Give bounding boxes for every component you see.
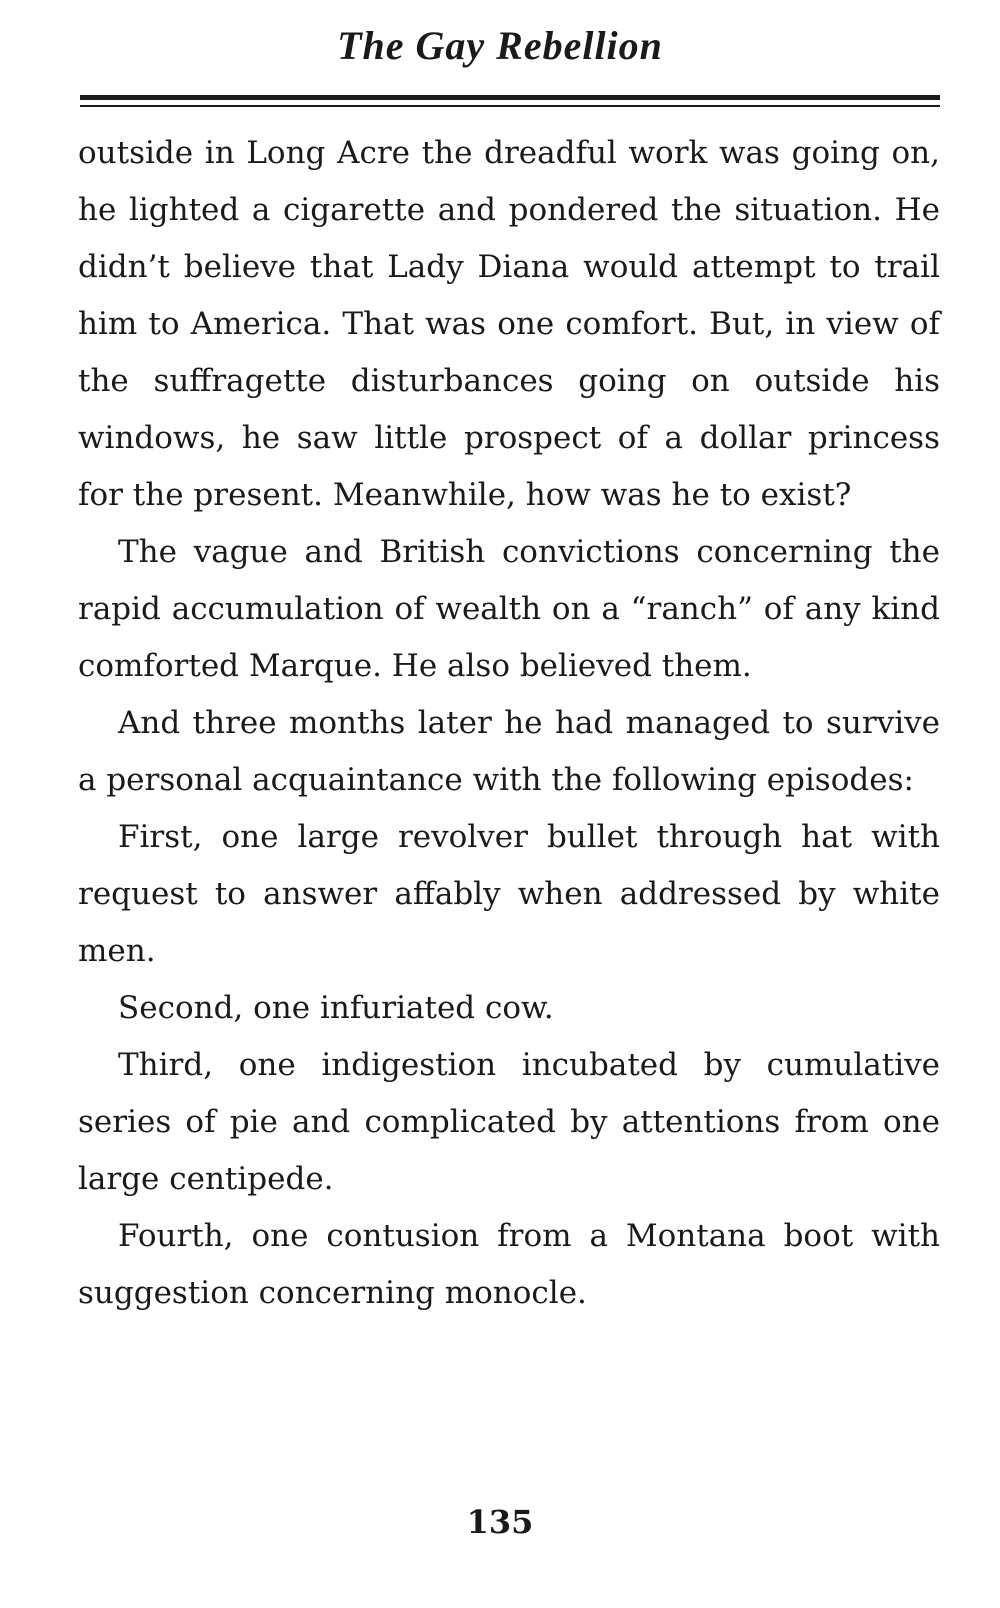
header-rule-thin [80, 105, 940, 107]
paragraph-episode: Second, one infuriated cow. [118, 990, 554, 1026]
paragraph-episode: Fourth, one contusion from a Montana boot with suggestion concerning monocle. [78, 1218, 940, 1311]
paragraph-continued: outside in Long Acre the dreadful work was going on, he lighted a cigarette and pondered the situation. He didn’t believe that Lady Diana would attempt to trail him to America. That was one comfort. But, in view of the suffragette disturbances going on outside his windows, he saw little prospect of a dollar princess for the present. Meanwhile, how was he to exist? [78, 135, 940, 513]
running-title: The Gay Rebellion [337, 23, 663, 68]
paragraph-episode: First, one large revolver bullet through hat with request to answer affably when addressed by white men. [78, 819, 940, 969]
paragraph-episode: Third, one indigestion incubated by cumulative series of pie and complicated by attentions from one large centipede. [78, 1047, 940, 1197]
body-text [78, 125, 940, 1322]
page-number: 135 [466, 1503, 534, 1541]
paragraph: And three months later he had managed to survive a personal acquaintance with the following episodes: [78, 705, 940, 798]
paragraph: The vague and British convictions concerning the rapid accumulation of wealth on a “ranch” of any kind comforted Marque. He also believed them. [78, 534, 940, 684]
header-rule-thick [80, 95, 940, 100]
